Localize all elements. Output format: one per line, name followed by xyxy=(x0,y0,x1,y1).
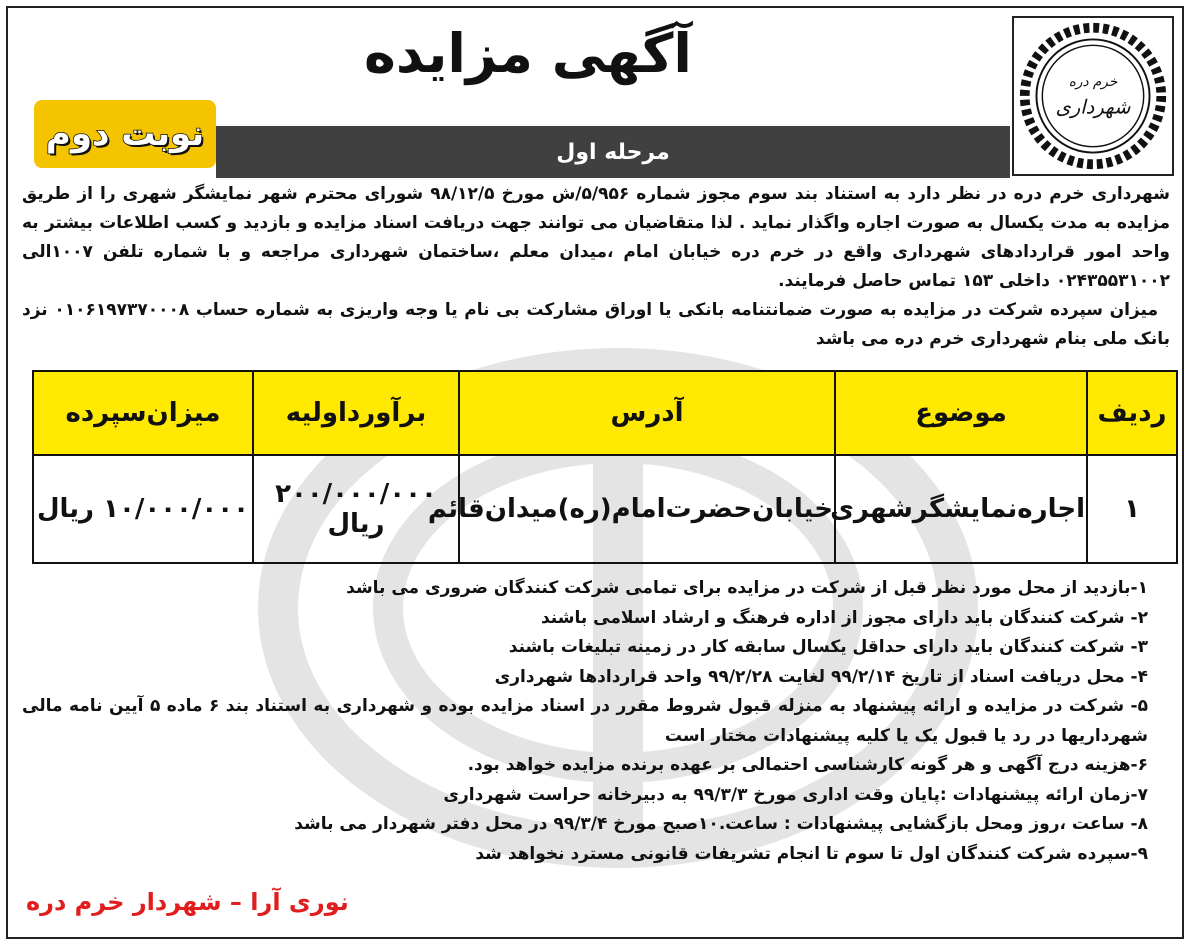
logo-line2: شهرداری xyxy=(1055,95,1131,119)
header-estimate: برآورداولیه xyxy=(253,371,459,455)
round-badge-label: نوبت دوم xyxy=(45,114,205,154)
cell-estimate: ۲۰۰/۰۰۰/۰۰۰ ریال xyxy=(253,455,459,563)
municipality-logo xyxy=(1012,16,1174,176)
condition-item: ۱-بازدید از محل مورد نظر قبل از شرکت در مزایده برای تمامی شرکت کنندگان ضروری می باشد xyxy=(346,578,1148,598)
condition-item: ۷-زمان ارائه پیشنهادات :پایان وقت اداری مورخ ۹۹/۳/۳ به دبیرخانه حراست شهرداری xyxy=(443,784,1148,805)
stage-bar xyxy=(216,126,1010,178)
notice-page xyxy=(6,6,1184,939)
mayor-signature: نوری آرا – شهردار خرم دره xyxy=(26,888,349,916)
cell-deposit: ۱۰/۰۰۰/۰۰۰ ریال xyxy=(33,455,253,563)
round-badge xyxy=(34,100,216,168)
cell-address: خیابان‌حضرت‌امام(ره)میدان‌قائم xyxy=(459,455,835,563)
conditions-list xyxy=(22,574,1162,869)
condition-item: ۵- شرکت در مزایده و ارائه پیشنهاد به منزله قبول شروط مقرر در اسناد مزایده بوده و شهرداری به استناد بند ۶ ماده ۵ آیین نامه مالی شهرداریها در رد یا قبول یک یا کلیه پیشنهادات مختار است xyxy=(22,696,1149,746)
stage-label: مرحله اول xyxy=(556,139,670,165)
intro-text xyxy=(22,180,1170,354)
table-header-row xyxy=(33,371,1177,455)
auction-table xyxy=(32,370,1178,564)
cell-subject: اجاره‌نمایشگرشهری xyxy=(835,455,1087,563)
table-row xyxy=(33,455,1177,563)
condition-item: ۸- ساعت ،روز ومحل بازگشایی پیشنهادات : ساعت.۱۰صبح مورخ ۹۹/۳/۴ در محل دفتر شهردار می باشد xyxy=(294,814,1148,834)
condition-item: ۲- شرکت کنندگان باید دارای مجوز از اداره فرهنگ و ارشاد اسلامی باشند xyxy=(540,607,1148,628)
header-deposit: میزان‌سپرده xyxy=(33,371,253,455)
header-address: آدرس xyxy=(459,371,835,455)
notice-title: آگهی مزایده xyxy=(364,22,692,85)
condition-item: ۳- شرکت کنندگان باید دارای حداقل یکسال سابقه کار در زمینه تبلیغات باشند xyxy=(508,637,1148,657)
condition-item: ۹-سپرده شرکت کنندگان اول تا سوم تا انجام تشریفات قانونی مسترد نخواهد شد xyxy=(475,843,1148,864)
intro-paragraph-2: میزان سپرده شرکت در مزایده به صورت ضمانتنامه بانکی یا اوراق مشارکت بی نام یا وجه واریزی به شماره حساب ۰۱۰۶۱۹۷۳۷۰۰۰۸ نزد بانک ملی بنام شهرداری خرم دره می باشد xyxy=(22,300,1170,349)
condition-item: ۶-هزینه درج آگهی و هر گونه کارشناسی احتمالی بر عهده برنده مزایده خواهد بود. xyxy=(467,755,1148,775)
condition-item: ۴- محل دریافت اسناد از تاریخ ۹۹/۲/۱۴ لغایت ۹۹/۲/۲۸ واحد قراردادها شهرداری xyxy=(494,666,1148,687)
intro-paragraph-1: شهرداری خرم دره در نظر دارد به استناد بند سوم مجوز شماره ۵/۹۵۶/ش مورخ ۹۸/۱۲/۵ شورای محترم شهر نمایشگر شهری را از طریق مزایده به مدت یکسال به صورت اجاره واگذار نماید . لذا متقاضیان می توانند جهت دریافت اسناد مزایده و بازدید و کسب اطلاعات بیشتر به واحد امور قراردادهای شهرداری واقع در خرم دره خیابان امام ،میدان معلم ،ساختمان شهرداری مراجعه و با شماره تلفن ۱۰۰۷الی ۰۲۴۳۵۵۳۱۰۰۲ داخلی ۱۵۳ تماس حاصل فرمایند. xyxy=(22,184,1170,291)
logo-line1: خرم دره xyxy=(1068,74,1118,91)
municipality-emblem-icon xyxy=(1014,18,1172,174)
cell-row-number: ۱ xyxy=(1087,455,1177,563)
header-row-number: ردیف xyxy=(1087,371,1177,455)
header-subject: موضوع xyxy=(835,371,1087,455)
